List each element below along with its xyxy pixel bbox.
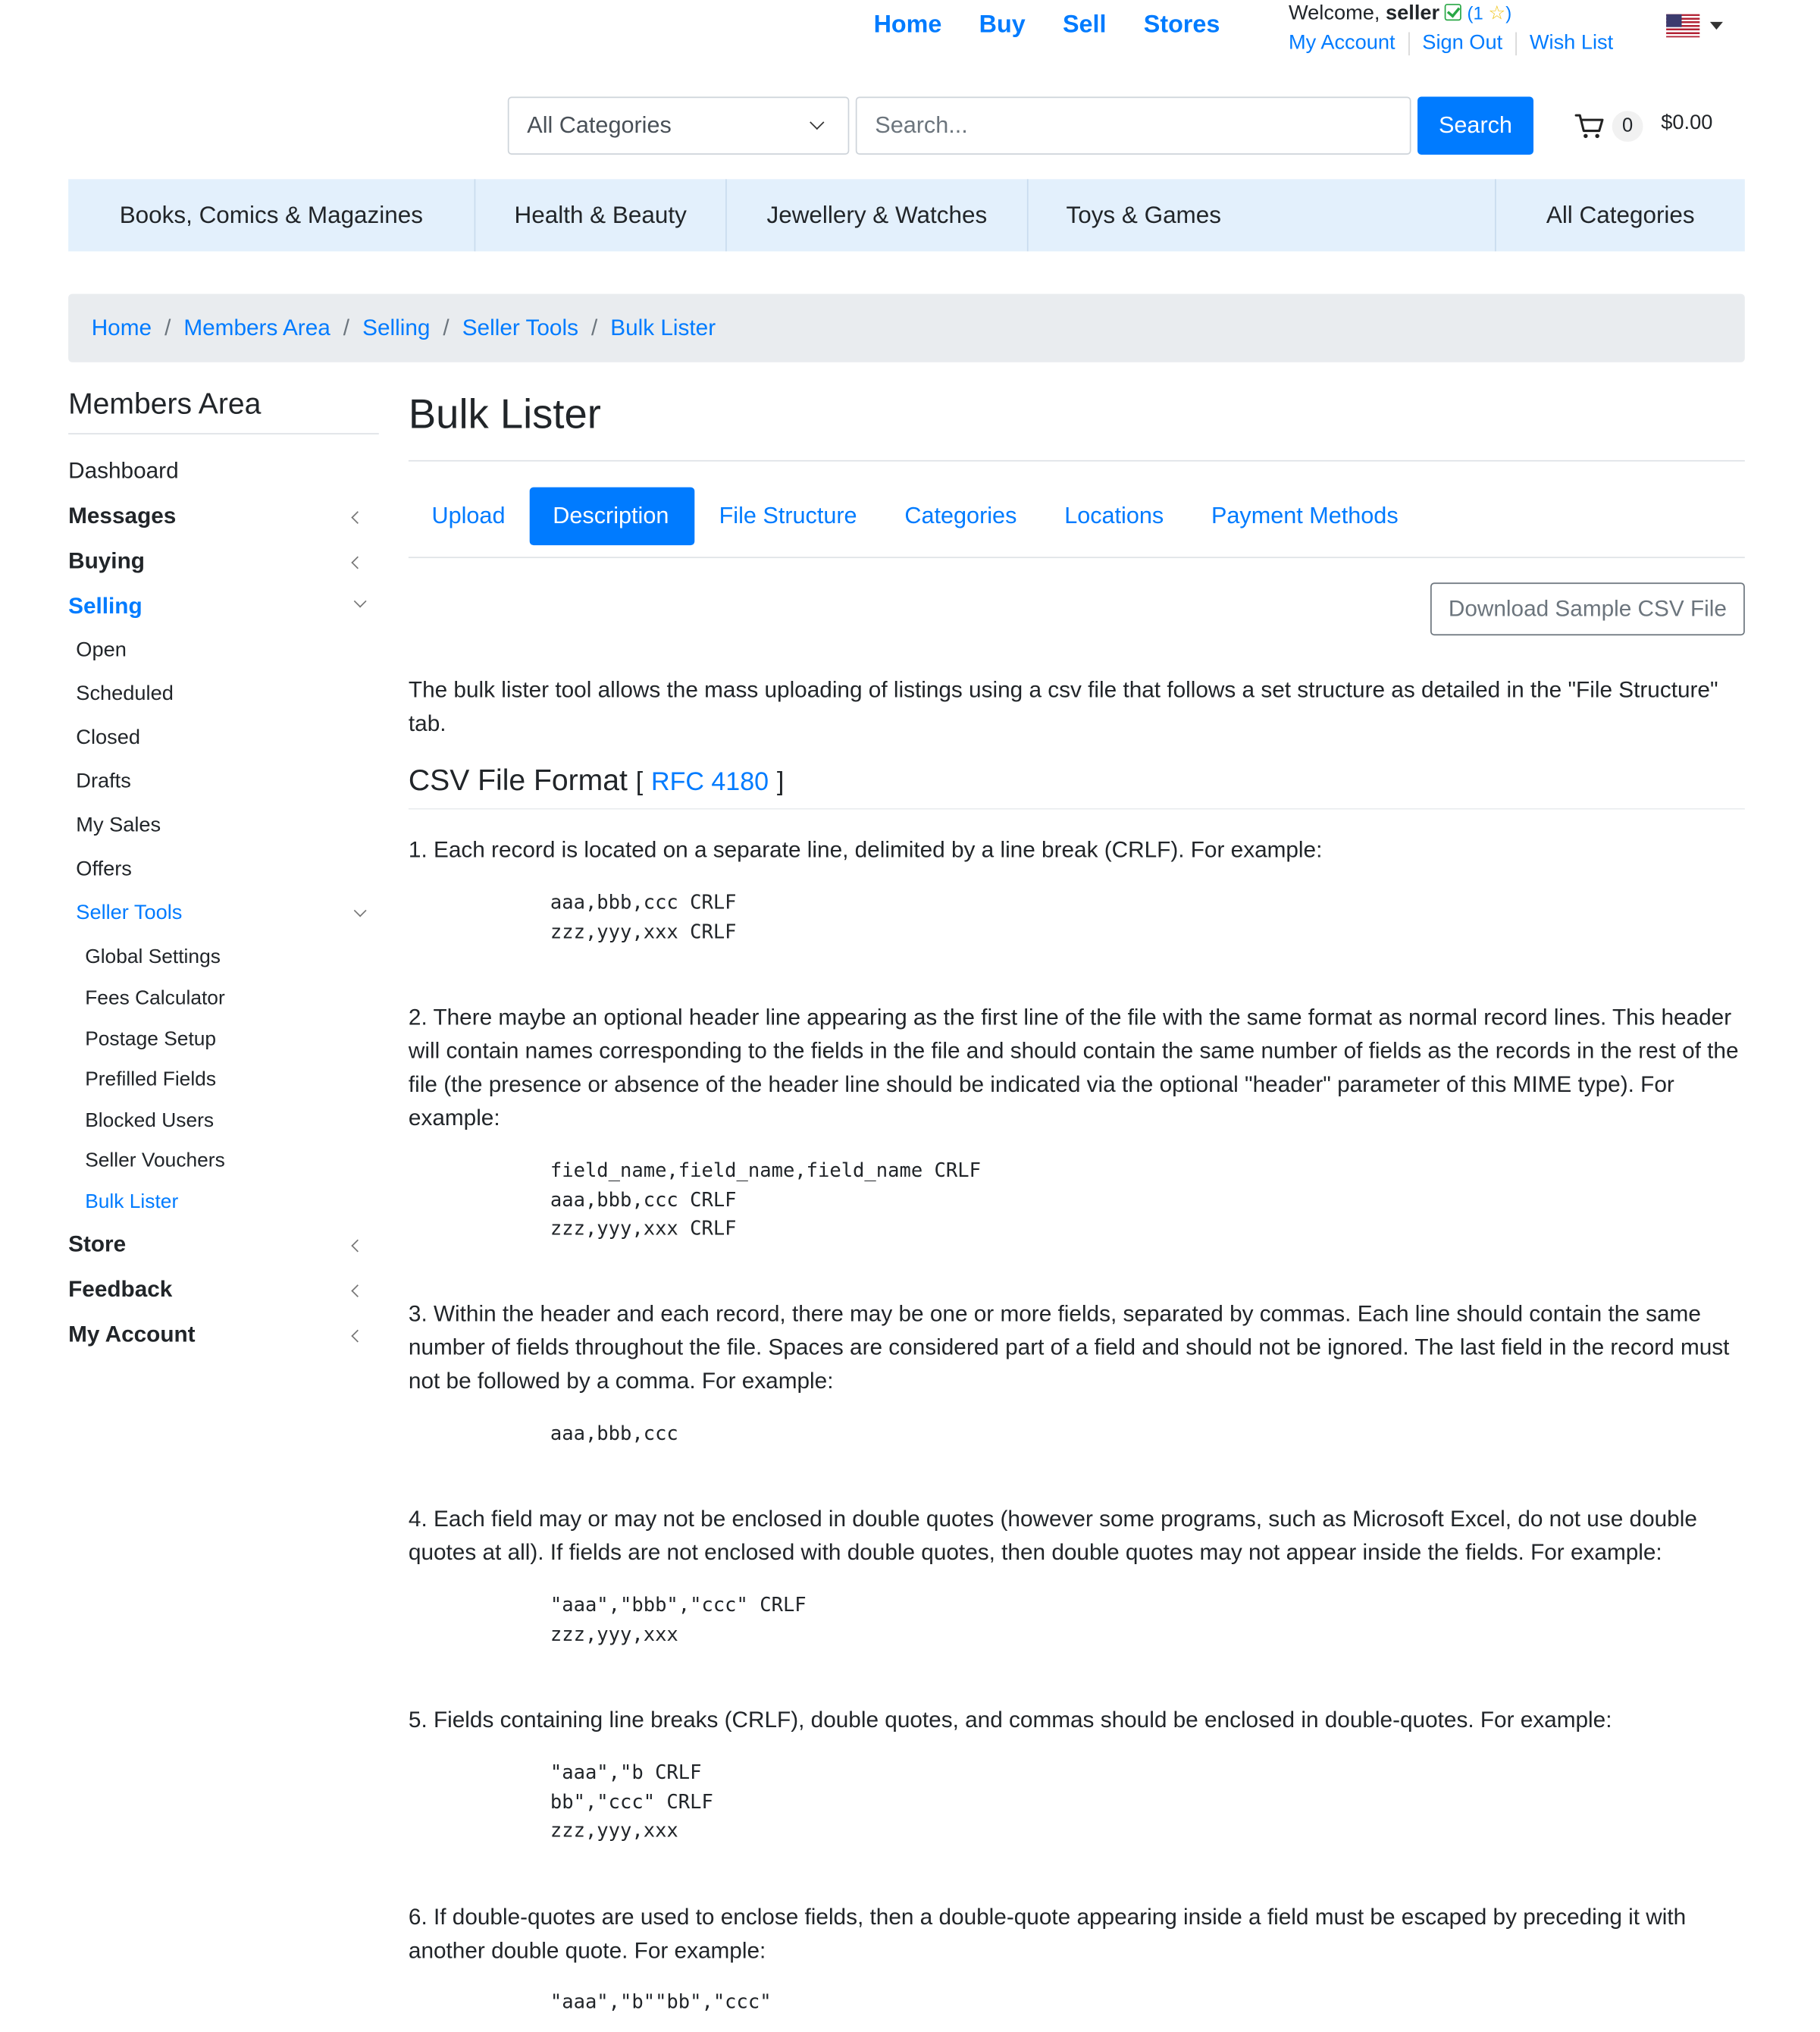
sidebar-item-feedback[interactable]: Feedback — [68, 1276, 379, 1303]
rule-4-text: 4. Each field may or may not be enclosed in double quotes (however some programs, such as Microsoft Excel, do not use double quotes at all). If fields are not enclosed with double quotes, then double quotes may not appear inside the fields. For example: — [408, 1505, 1697, 1565]
chevron-left-icon — [351, 1330, 364, 1343]
tab-payment-methods[interactable]: Payment Methods — [1211, 503, 1399, 528]
rule-1-text: 1. Each record is located on a separate line, delimited by a line break (CRLF). For example: — [408, 836, 1323, 863]
cart-icon[interactable] — [1574, 114, 1605, 140]
sidebar-item-blocked-users[interactable]: Blocked Users — [85, 1109, 215, 1132]
nav-sell-link[interactable]: Sell — [1062, 11, 1107, 39]
tab-categories[interactable]: Categories — [904, 503, 1017, 528]
account-links — [1289, 33, 1626, 56]
category-select[interactable] — [508, 97, 850, 155]
sign-out-link[interactable]: Sign Out — [1408, 33, 1516, 56]
sidebar-item-open[interactable]: Open — [76, 639, 127, 662]
tab-bar — [409, 488, 1745, 559]
chevron-left-icon — [351, 511, 364, 524]
my-account-link[interactable]: My Account — [1289, 32, 1396, 55]
sidebar — [68, 387, 379, 1347]
sidebar-item-postage-setup[interactable]: Postage Setup — [85, 1028, 217, 1051]
star-icon: ☆ — [1488, 2, 1506, 25]
breadcrumb-members-area[interactable]: Members Area — [183, 314, 330, 340]
sidebar-item-drafts[interactable]: Drafts — [76, 770, 131, 793]
cart-count-badge[interactable]: 0 — [1612, 111, 1643, 142]
us-flag-icon[interactable] — [1666, 14, 1699, 38]
sidebar-item-global-settings[interactable]: Global Settings — [85, 945, 221, 968]
category-books-comics-magazines[interactable]: Books, Comics & Magazines — [68, 179, 475, 251]
search-input[interactable] — [856, 97, 1411, 155]
chevron-down-icon — [354, 905, 367, 917]
tab-locations[interactable]: Locations — [1064, 503, 1164, 528]
nav-home-link[interactable]: Home — [873, 11, 942, 39]
search-button[interactable]: Search — [1417, 97, 1533, 155]
rule-2-example: field_name,field_name,field_name CRLF aaa,bbb,ccc CRLF zzz,yyy,xxx CRLF — [550, 1159, 981, 1240]
breadcrumb-bulk-lister[interactable]: Bulk Lister — [610, 314, 716, 340]
breadcrumb-seller-tools[interactable]: Seller Tools — [462, 314, 578, 340]
sidebar-item-prefilled-fields[interactable]: Prefilled Fields — [85, 1068, 217, 1091]
cart-total[interactable]: $0.00 — [1661, 111, 1713, 134]
category-all-categories[interactable]: All Categories — [1495, 179, 1745, 251]
sidebar-item-seller-vouchers[interactable]: Seller Vouchers — [85, 1149, 225, 1172]
feedback-rating[interactable]: (1 ☆) — [1467, 2, 1512, 25]
tab-file-structure[interactable]: File Structure — [719, 503, 857, 528]
category-health-beauty[interactable]: Health & Beauty — [475, 179, 727, 251]
sidebar-item-my-sales[interactable]: My Sales — [76, 814, 161, 837]
sidebar-item-bulk-lister[interactable]: Bulk Lister — [85, 1190, 179, 1213]
language-caret-icon[interactable] — [1710, 22, 1723, 30]
tab-description[interactable]: Description — [530, 488, 695, 546]
sidebar-item-messages[interactable]: Messages — [68, 503, 379, 530]
top-bar — [0, 0, 1819, 90]
intro-text: The bulk lister tool allows the mass uploading of listings using a csv file that follows a set structure as detailed in the "File Structure" tab. — [408, 676, 1718, 736]
sidebar-item-my-account[interactable]: My Account — [68, 1322, 379, 1349]
rule-6-example: "aaa","b""bb","ccc" — [550, 1990, 772, 2014]
tab-upload[interactable]: Upload — [431, 503, 506, 528]
rule-5-text: 5. Fields containing line breaks (CRLF), double quotes, and commas should be enclosed in double-quotes. For example: — [408, 1706, 1612, 1733]
rfc-4180-link[interactable]: RFC 4180 — [651, 768, 769, 797]
rule-3-text: 3. Within the header and each record, there may be one or more fields, separated by commas. Each line should contain the same number of fields throughout the file. Spaces are considered part of a field and should not be ignored. The last field in the record must not be followed by a comma. For example: — [408, 1300, 1730, 1394]
chevron-left-icon — [351, 1240, 364, 1253]
section-title: CSV File Format — [408, 763, 628, 797]
check-icon — [1445, 4, 1461, 20]
welcome-message — [1289, 2, 1511, 26]
welcome-label: Welcome, — [1289, 2, 1380, 25]
page-title: Bulk Lister — [408, 390, 601, 437]
sidebar-item-closed[interactable]: Closed — [76, 726, 140, 749]
nav-buy-link[interactable]: Buy — [979, 11, 1026, 39]
title-divider — [409, 460, 1745, 462]
csv-format-heading: CSV File Format [ RFC 4180 ] — [409, 763, 1745, 809]
sidebar-item-buying[interactable]: Buying — [68, 548, 379, 575]
category-toys-games[interactable]: Toys & Games — [1066, 201, 1221, 228]
rule-2-text: 2. There maybe an optional header line appearing as the first line of the file with the same format as normal record lines. This header will contain names corresponding to the fields in the file and should contain the same number of fields as the records in the rest of the file (the presence or absence of the header line should be indicated via the optional "header" parameter of this MIME type). For example: — [408, 1004, 1739, 1130]
nav-stores-link[interactable]: Stores — [1143, 11, 1220, 39]
rule-4-example: "aaa","bbb","ccc" CRLF zzz,yyy,xxx — [550, 1593, 807, 1646]
sidebar-item-store[interactable]: Store — [68, 1231, 379, 1259]
category-select-value: All Categories — [527, 111, 672, 138]
rule-5-example: "aaa","b CRLF bb","ccc" CRLF zzz,yyy,xxx — [550, 1761, 713, 1842]
wish-list-link[interactable]: Wish List — [1515, 33, 1626, 56]
sidebar-item-selling[interactable]: Selling — [68, 593, 379, 620]
rule-3-example: aaa,bbb,ccc — [550, 1422, 678, 1445]
breadcrumb-home[interactable]: Home — [91, 314, 152, 340]
sidebar-item-fees-calculator[interactable]: Fees Calculator — [85, 987, 225, 1010]
sidebar-item-dashboard[interactable]: Dashboard — [68, 457, 179, 484]
chevron-down-icon — [354, 595, 367, 608]
username[interactable]: seller — [1386, 2, 1440, 25]
category-bar — [68, 179, 1745, 251]
top-nav — [874, 11, 1220, 39]
chevron-left-icon — [351, 1284, 364, 1297]
sidebar-item-offers[interactable]: Offers — [76, 858, 132, 881]
rule-6-text: 6. If double-quotes are used to enclose fields, then a double-quote appearing inside a field must be escaped by preceding it with another double quote. For example: — [408, 1903, 1687, 1964]
breadcrumb-selling[interactable]: Selling — [362, 314, 431, 340]
sidebar-title: Members Area — [68, 387, 379, 434]
breadcrumb: Home / Members Area / Selling / Seller Tools / Bulk Lister — [68, 294, 1745, 362]
rule-1-example: aaa,bbb,ccc CRLF zzz,yyy,xxx CRLF — [550, 890, 737, 943]
sidebar-item-scheduled[interactable]: Scheduled — [76, 683, 174, 705]
sidebar-item-seller-tools[interactable]: Seller Tools — [76, 902, 379, 926]
category-jewellery-watches[interactable]: Jewellery & Watches — [727, 179, 1029, 251]
download-sample-csv-button[interactable]: Download Sample CSV File — [1430, 582, 1745, 635]
chevron-down-icon — [810, 115, 824, 130]
chevron-left-icon — [351, 557, 364, 569]
